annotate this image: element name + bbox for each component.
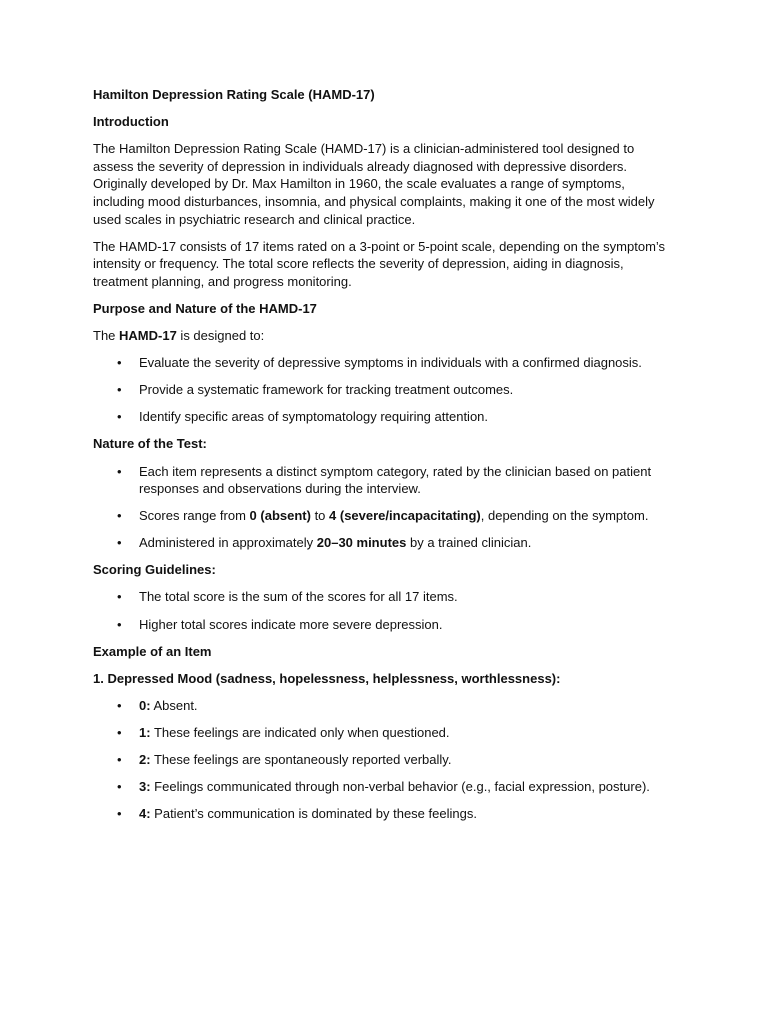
list-item: [93, 697, 672, 715]
list-item-text: , depending on the symptom.: [480, 508, 649, 524]
bullet-icon: •: [117, 409, 122, 425]
list-item: [93, 778, 672, 796]
list-item-text: Feelings communicated through non-verbal behavior (e.g., facial expression, posture).: [150, 779, 650, 795]
introduction-heading: Introduction: [93, 114, 169, 130]
list-item: [93, 354, 672, 372]
list-item-text: Absent.: [150, 697, 198, 713]
purpose-lead-post: is designed to:: [176, 328, 265, 344]
purpose-lead-bold: HAMD-17: [119, 328, 177, 344]
nature-heading: Nature of the Test:: [93, 436, 207, 452]
score-label: 2:: [139, 752, 151, 768]
purpose-heading: Purpose and Nature of the HAMD-17: [93, 300, 317, 316]
score-label: 1:: [139, 724, 151, 740]
example-levels-list: [93, 697, 672, 823]
list-item-text: These feelings are spontaneously reported verbally.: [150, 752, 452, 768]
list-item-text: Scores range from: [139, 508, 250, 524]
list-item-text: Patient’s communication is dominated by these feelings.: [150, 806, 477, 822]
purpose-lead-pre: The: [93, 328, 120, 344]
example-item-title: 1. Depressed Mood (sadness, hopelessness, helplessness, worthlessness):: [93, 670, 561, 686]
introduction-paragraph-1: The Hamilton Depression Rating Scale (HAMD-17) is a clinician-administered tool designed to assess the severity of depression in individuals already diagnosed with depressive disorders. Originally developed by Dr. Max Hamilton in 1960, the scale evaluates a range of symptoms, including mood disturbances, insomnia, and physical complaints, making it one of the most widely used scales in psychiatric research and clinical practice.: [93, 141, 655, 227]
bullet-icon: •: [117, 806, 122, 822]
score-label: 4:: [139, 806, 151, 822]
nature-list: [93, 463, 672, 552]
score-severe-bold: 4 (severe/incapacitating): [329, 508, 481, 524]
scoring-heading: Scoring Guidelines:: [93, 562, 216, 578]
list-item: [93, 805, 672, 823]
list-item: [93, 408, 672, 426]
list-item-text: These feelings are indicated only when questioned.: [150, 724, 450, 740]
bullet-icon: •: [117, 697, 122, 713]
bullet-icon: •: [117, 355, 122, 371]
list-item-text: Higher total scores indicate more severe depression.: [139, 616, 443, 632]
score-label: 3:: [139, 779, 151, 795]
document-title: Hamilton Depression Rating Scale (HAMD-17): [93, 87, 375, 102]
bullet-icon: •: [117, 779, 122, 795]
list-item: [93, 463, 672, 498]
bullet-icon: •: [117, 616, 122, 632]
bullet-icon: •: [117, 382, 122, 398]
list-item-text: Each item represents a distinct symptom category, rated by the clinician based on patient responses and observations during the interview.: [139, 463, 652, 497]
list-item: [93, 751, 672, 769]
bullet-icon: •: [117, 589, 122, 605]
list-item-text: to: [310, 508, 330, 524]
bullet-icon: •: [117, 535, 122, 551]
score-label: 0:: [139, 697, 151, 713]
list-item-text: Administered in approximately: [139, 535, 317, 551]
score-absent-bold: 0 (absent): [249, 508, 311, 524]
list-item: [93, 507, 672, 525]
list-item-text: Identify specific areas of symptomatology requiring attention.: [139, 409, 489, 425]
purpose-lead: [93, 327, 672, 345]
list-item-text: The total score is the sum of the scores for all 17 items.: [139, 589, 458, 605]
duration-bold: 20–30 minutes: [316, 535, 407, 551]
list-item: [93, 381, 672, 399]
scoring-list: [93, 588, 672, 633]
purpose-list: [93, 354, 672, 426]
bullet-icon: •: [117, 463, 122, 479]
introduction-paragraph-2: The HAMD-17 consists of 17 items rated on a 3-point or 5-point scale, depending on the symptom’s intensity or frequency. The total score reflects the severity of depression, aiding in diagnosis, treatment planning, and progress monitoring.: [93, 238, 666, 289]
list-item: [93, 724, 672, 742]
list-item: [93, 534, 672, 552]
list-item: [93, 616, 672, 634]
bullet-icon: •: [117, 752, 122, 768]
bullet-icon: •: [117, 508, 122, 524]
bullet-icon: •: [117, 724, 122, 740]
list-item-text: Evaluate the severity of depressive symptoms in individuals with a confirmed diagnosis.: [139, 355, 642, 371]
list-item: [93, 588, 672, 606]
list-item-text: Provide a systematic framework for tracking treatment outcomes.: [139, 382, 514, 398]
example-heading: Example of an Item: [93, 643, 212, 659]
list-item-text: by a trained clinician.: [406, 535, 532, 551]
